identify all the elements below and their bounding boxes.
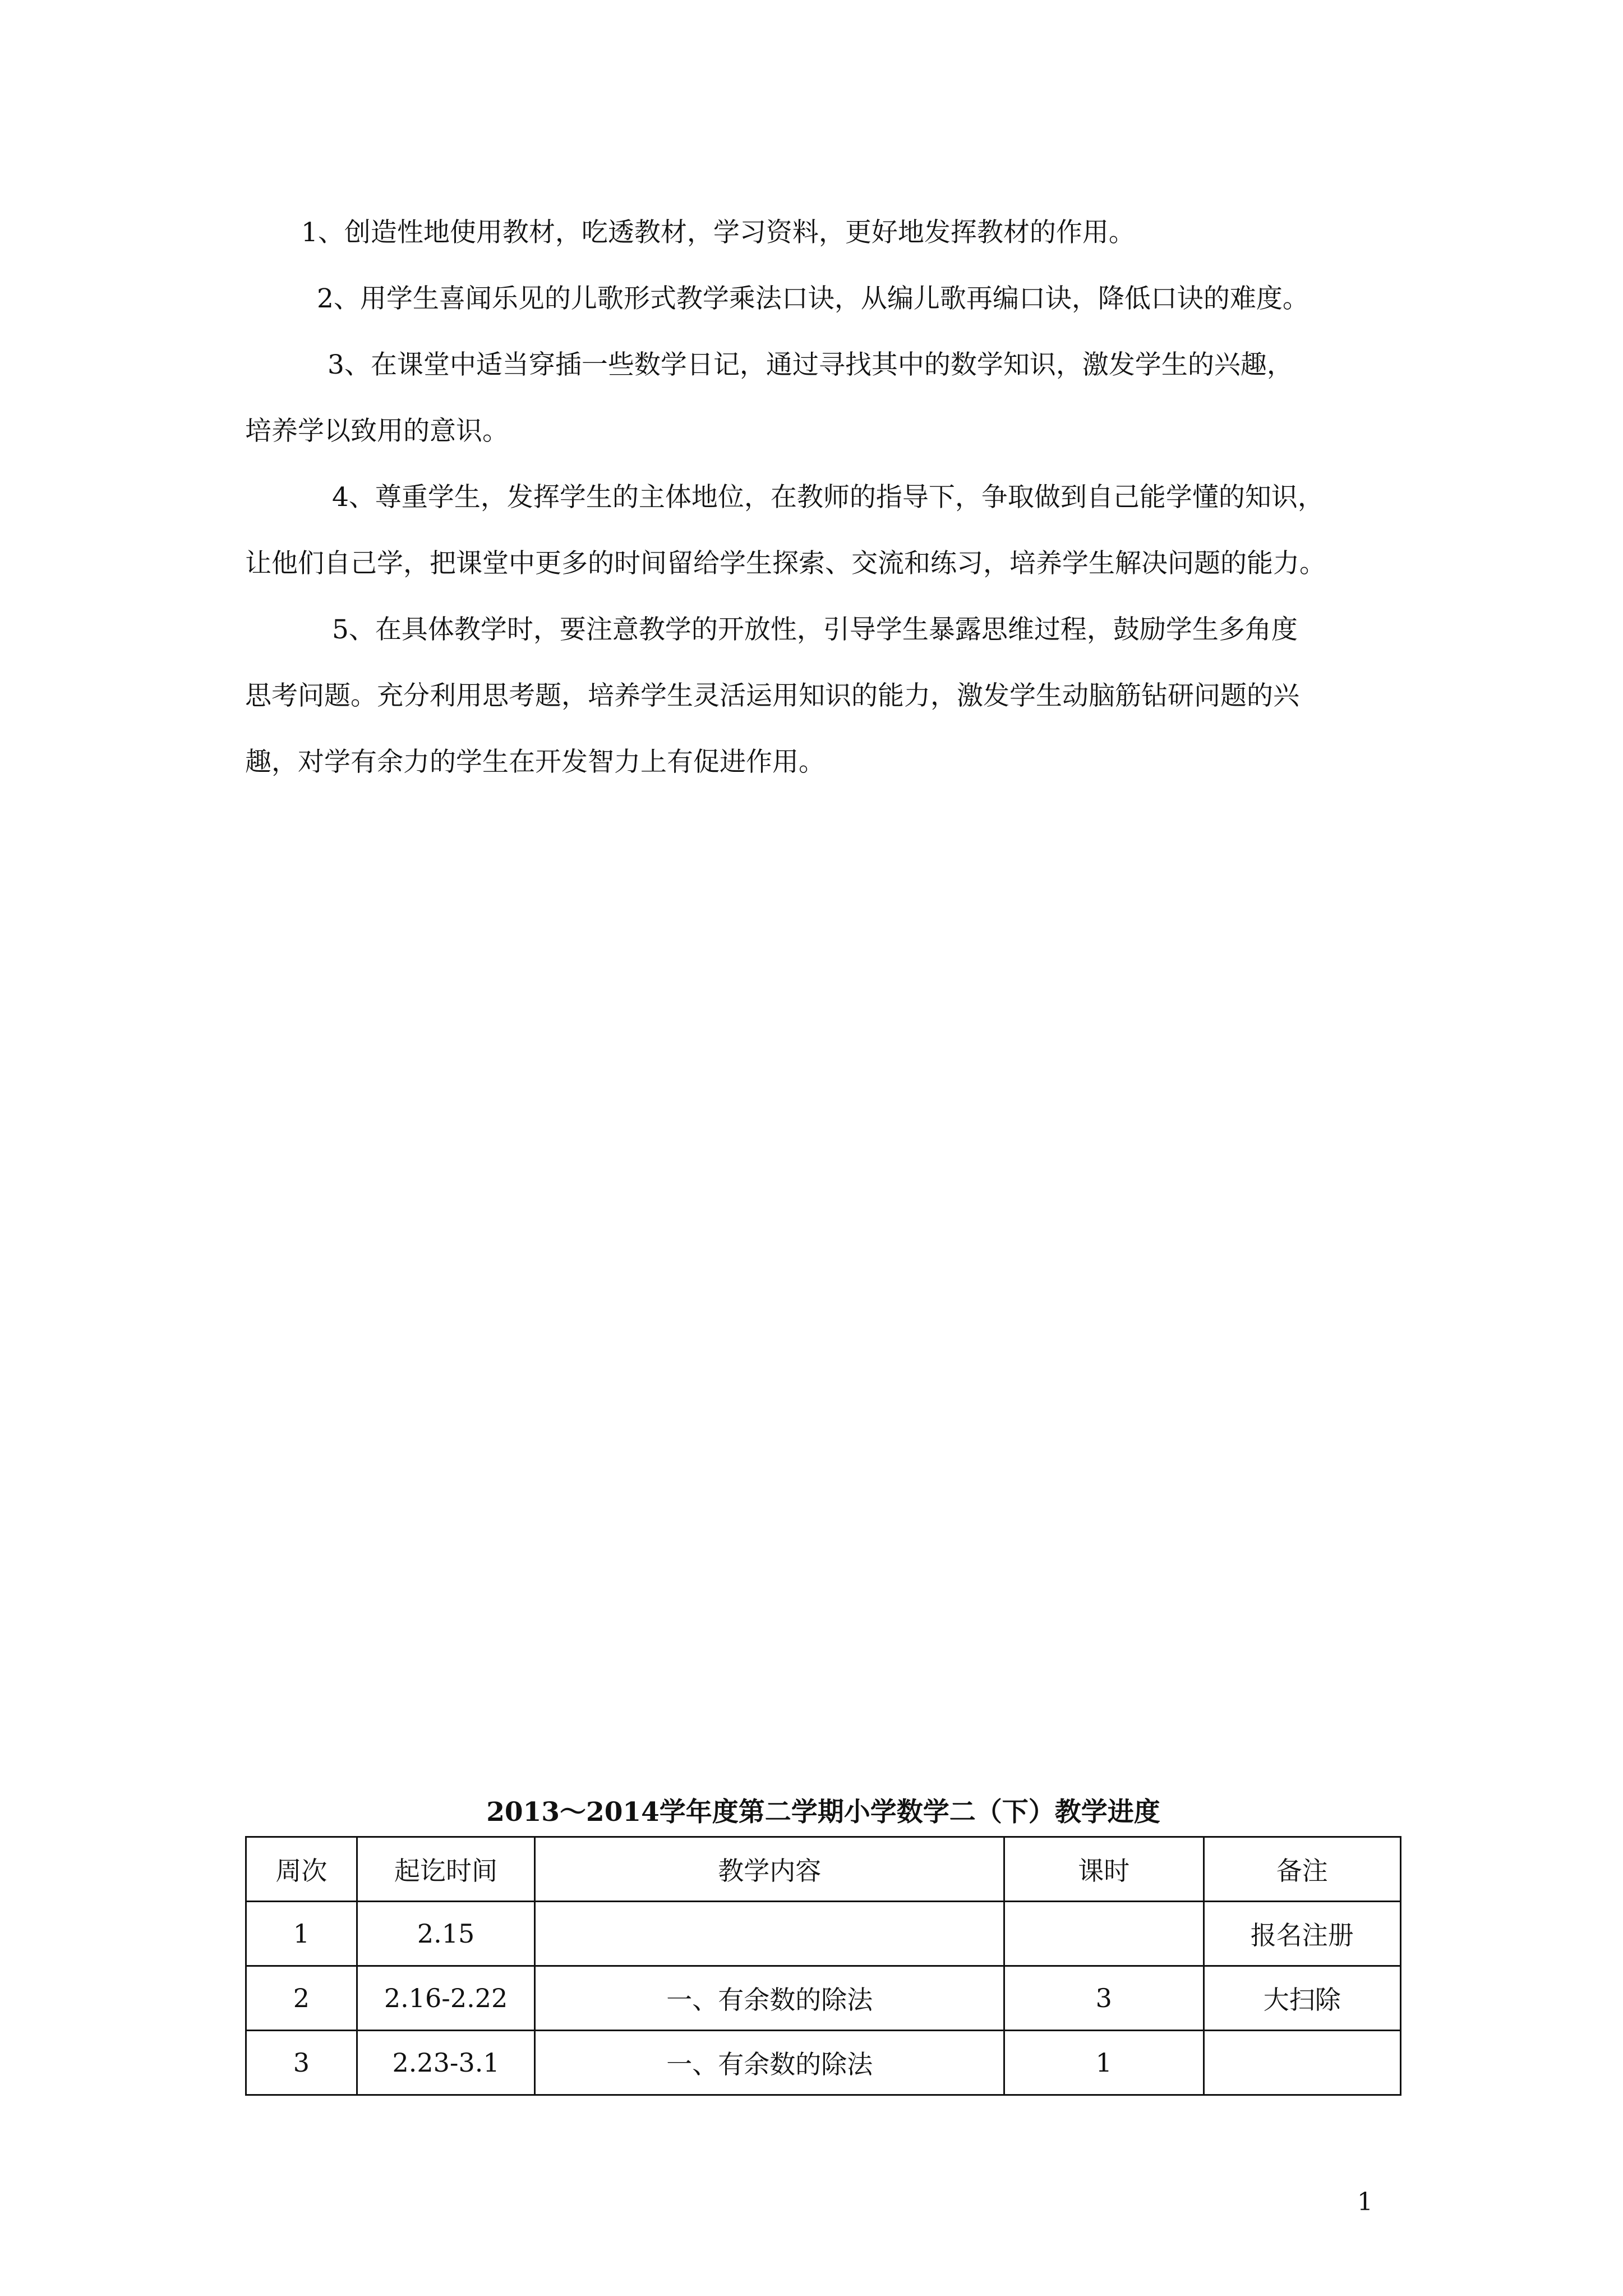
cell-hours: [1004, 1902, 1204, 1966]
paragraph-5-line-3: 趣，对学有余力的学生在开发智力上有促进作用。: [245, 747, 825, 777]
cell-content: [535, 1902, 1004, 1966]
header-note: 备注: [1204, 1837, 1400, 1902]
cell-week: 3: [246, 2031, 357, 2095]
table-row: [246, 2031, 1401, 2095]
table-header-row: [246, 1837, 1401, 1902]
paragraph-1-line-1: 1、创造性地使用教材，吃透教材，学习资料，更好地发挥教材的作用。: [301, 217, 1135, 248]
cell-note: 报名注册: [1204, 1902, 1400, 1966]
teaching-schedule-table: [245, 1836, 1401, 2096]
cell-content: 一、有余数的除法: [535, 1966, 1004, 2031]
cell-dates: 2.16-2.22: [357, 1966, 535, 2031]
paragraph-5: [245, 597, 1384, 795]
paragraph-3-line-2: 培养学以致用的意识。: [245, 416, 509, 447]
paragraph-2-line-1: 2、用学生喜闻乐见的儿歌形式教学乘法口诀，从编儿歌再编口诀，降低口诀的难度。: [317, 283, 1309, 314]
paragraph-2: [245, 266, 1384, 332]
paragraph-4: [245, 464, 1384, 597]
paragraph-3: [245, 332, 1384, 464]
paragraph-4-line-1: 4、尊重学生，发挥学生的主体地位，在教师的指导下，争取做到自己能学懂的知识，: [332, 482, 1324, 513]
paragraph-4-line-2: 让他们自己学，把课堂中更多的时间留给学生探索、交流和练习，培养学生解决问题的能力。: [245, 548, 1326, 579]
cell-week: 1: [246, 1902, 357, 1966]
paragraph-5-line-2: 思考问题。充分利用思考题，培养学生灵活运用知识的能力，激发学生动脑筋钻研问题的兴: [245, 680, 1299, 711]
header-week: 周次: [246, 1837, 357, 1902]
cell-note: [1204, 2031, 1400, 2095]
cell-week: 2: [246, 1966, 357, 2031]
cell-dates: 2.23-3.1: [357, 2031, 535, 2095]
schedule-table-title: 2013～2014学年度第二学期小学数学二（下）教学进度: [486, 1797, 1160, 1828]
cell-hours: 3: [1004, 1966, 1204, 2031]
header-content: 教学内容: [535, 1837, 1004, 1902]
cell-content: 一、有余数的除法: [535, 2031, 1004, 2095]
cell-note: 大扫除: [1204, 1966, 1400, 2031]
header-hours: 课时: [1004, 1837, 1204, 1902]
paragraph-5-line-1: 5、在具体教学时，要注意教学的开放性，引导学生暴露思维过程，鼓励学生多角度: [332, 614, 1298, 645]
table-row: [246, 1902, 1401, 1966]
table-row: [246, 1966, 1401, 2031]
paragraph-3-line-1: 3、在课堂中适当穿插一些数学日记，通过寻找其中的数学知识，激发学生的兴趣，: [328, 349, 1293, 380]
cell-hours: 1: [1004, 2031, 1204, 2095]
page-number: 1: [1357, 2188, 1373, 2216]
cell-dates: 2.15: [357, 1902, 535, 1966]
paragraph-1: [245, 200, 1384, 266]
header-dates: 起讫时间: [357, 1837, 535, 1902]
